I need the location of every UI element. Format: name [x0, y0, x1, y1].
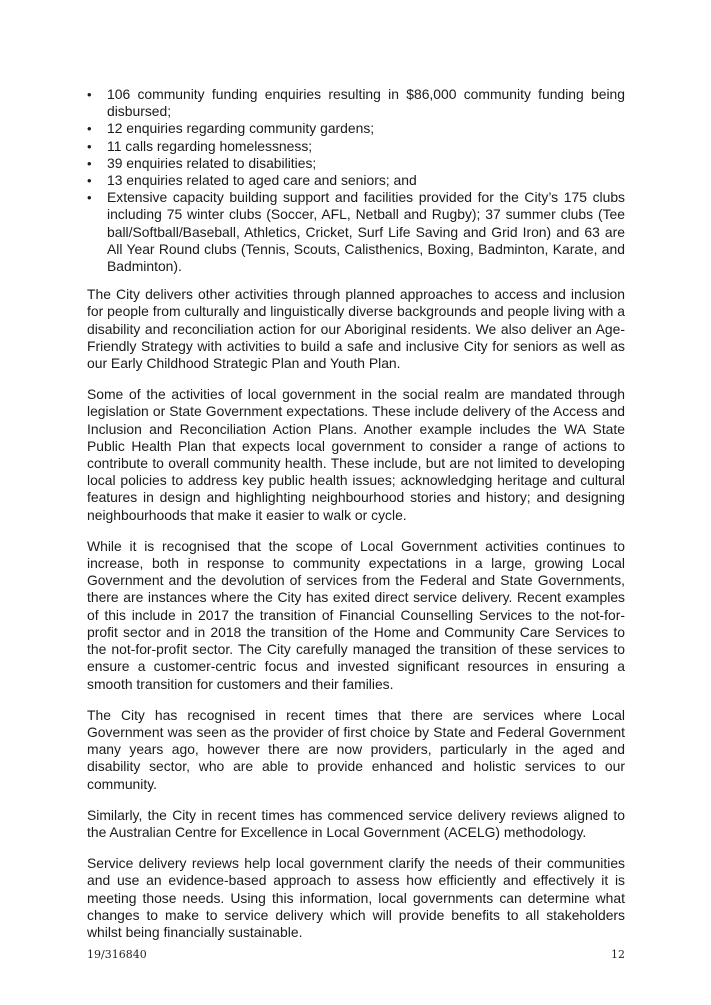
list-item-text: 12 enquiries regarding community gardens;: [107, 120, 375, 137]
list-item: [87, 155, 625, 172]
footer-page-number: 12: [611, 948, 625, 961]
list-item: [87, 120, 625, 137]
document-page: [87, 86, 625, 955]
list-item: [87, 172, 625, 189]
bullet-icon: •: [87, 155, 92, 171]
bullet-icon: •: [87, 87, 92, 102]
bullet-list: [87, 86, 625, 275]
list-item-text: 13 enquiries related to aged care and seniors; and: [107, 172, 417, 189]
paragraph-mandated-activities: Some of the activities of local government in the social realm are mandated through legislation or State Government expectations. These include delivery of the Access and Inclusion and Reconciliation Action Plans. Another example includes the WA State Public Health Plan that expects local government to consider a range of actions to contribute to overall community health. These include, but are not limited to developing local policies to address key public health issues; acknowledging heritage and cultural features in design and highlighting neighbourhood stories and history; and designing neighbourhoods that make it easier to walk or cycle.: [87, 386, 625, 523]
bullet-icon: •: [87, 190, 92, 206]
list-item-text: Extensive capacity building support and facilities provided for the City’s 175 clubs including 75 winter clubs (Soccer, AFL, Netball and Rugby); 37 summer clubs (Tee ball/Softball/Baseball, Athletics, Cricket, Surf Life Saving and Grid Iron) and 63 are All Year Round clubs (Tennis, Scouts, Calisthenics, Boxing, Badminton, Karate, and Badminton).: [107, 189, 625, 275]
paragraph-service-delivery-reviews: Service delivery reviews help local government clarify the needs of their communities and use an evidence-based approach to assess how efficiently and effectively it is meeting those needs. Using this information, local governments can determine what changes to make to service delivery which will provide benefits to all stakeholders whilst being financially sustainable.: [87, 855, 625, 940]
list-item-text: 106 community funding enquiries resulting in $86,000 community funding being disbursed;: [107, 86, 625, 120]
bullet-icon: •: [87, 121, 92, 137]
list-item: [87, 138, 625, 155]
list-item: [87, 86, 625, 120]
footer-document-reference: 19/316840: [87, 948, 147, 961]
paragraph-inclusion: The City delivers other activities through planned approaches to access and inclusion for people from culturally and linguistically diverse backgrounds and people living with a disability and reconciliation action for our Aboriginal residents. We also deliver an Age-Friendly Strategy with activities to build a safe and inclusive City for seniors as well as our Early Childhood Strategic Plan and Youth Plan.: [87, 286, 625, 372]
list-item-text: 39 enquiries related to disabilities;: [107, 154, 317, 171]
list-item-text: 11 calls regarding homelessness;: [107, 137, 313, 154]
bullet-icon: •: [87, 138, 92, 154]
list-item: [87, 189, 625, 275]
paragraph-providers: The City has recognised in recent times that there are services where Local Government was seen as the provider of first choice by State and Federal Government many years ago, however there are now providers, particularly in the aged and disability sector, who are able to provide enhanced and holistic services to our community.: [87, 706, 625, 792]
bullet-icon: •: [87, 173, 92, 189]
paragraph-acelg-reviews: Similarly, the City in recent times has commenced service delivery reviews aligned to the Australian Centre for Excellence in Local Government (ACELG) methodology.: [87, 806, 625, 840]
paragraph-service-exit: While it is recognised that the scope of Local Government activities continues to increase, both in response to community expectations in a large, growing Local Government and the devolution of services from the Federal and State Governments, there are instances where the City has exited direct service delivery. Recent examples of this include in 2017 the transition of Financial Counselling Services to the not-for-profit sector and in 2018 the transition of the Home and Community Care Services to the not-for-profit sector. The City carefully managed the transition of these services to ensure a customer-centric focus and invested significant resources in ensuring a smooth transition for customers and their families.: [87, 537, 625, 692]
